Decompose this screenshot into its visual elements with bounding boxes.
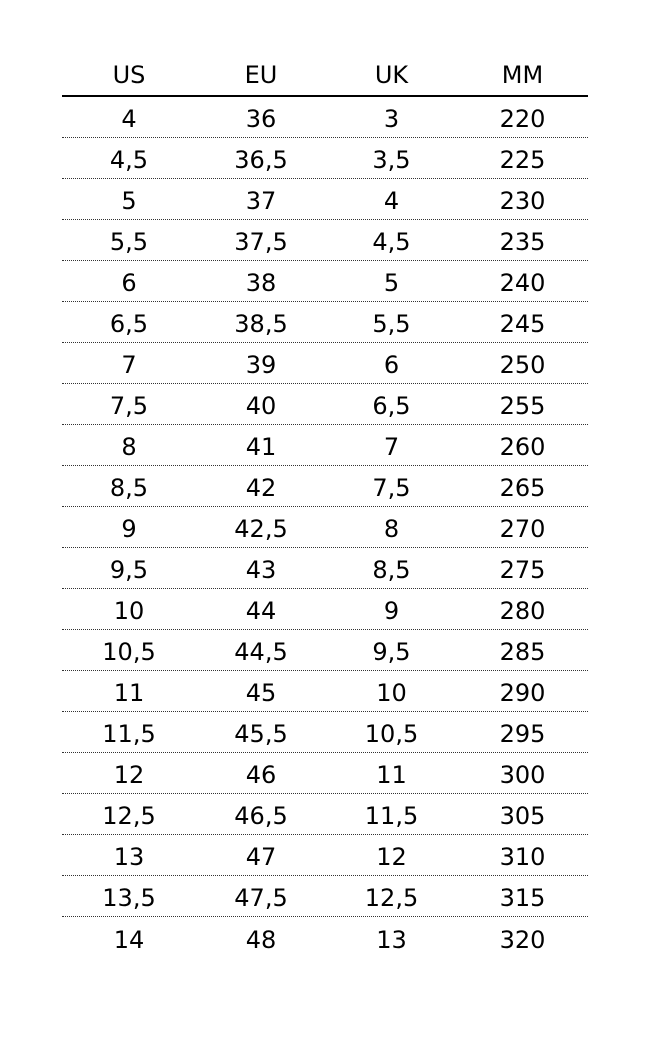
table-row <box>62 835 588 876</box>
cell-us: 11 <box>113 679 145 707</box>
cell-us: 13 <box>113 843 145 871</box>
cell-uk: 8,5 <box>372 556 411 584</box>
table-row <box>62 712 588 753</box>
cell-mm: 265 <box>499 474 546 502</box>
cell-uk: 11 <box>376 761 407 789</box>
cell-us: 8 <box>121 433 137 461</box>
cell-mm: 255 <box>499 392 546 420</box>
cell-mm: 260 <box>499 433 546 461</box>
cell-uk: 12 <box>376 843 407 871</box>
table-row <box>62 425 588 466</box>
cell-mm: 275 <box>499 556 546 584</box>
cell-eu: 36 <box>245 105 277 133</box>
cell-mm: 285 <box>499 638 546 666</box>
header-eu: EU <box>244 61 278 89</box>
cell-uk: 11,5 <box>364 802 419 830</box>
cell-us: 11,5 <box>102 720 156 748</box>
cell-eu: 39 <box>245 351 277 379</box>
table-row <box>62 753 588 794</box>
cell-mm: 240 <box>499 269 546 297</box>
cell-us: 9 <box>121 515 137 543</box>
cell-uk: 7 <box>383 433 400 461</box>
cell-eu: 47 <box>245 843 277 871</box>
cell-mm: 305 <box>499 802 546 830</box>
cell-mm: 295 <box>499 720 546 748</box>
table-row <box>62 794 588 835</box>
cell-eu: 45 <box>245 679 277 707</box>
table-row <box>62 302 588 343</box>
cell-mm: 315 <box>499 884 546 912</box>
cell-us: 9,5 <box>109 556 149 584</box>
cell-eu: 46,5 <box>234 802 288 830</box>
cell-uk: 9,5 <box>372 638 411 666</box>
cell-eu: 46 <box>245 761 277 789</box>
cell-eu: 37,5 <box>234 228 288 256</box>
cell-uk: 4 <box>383 187 400 215</box>
table-row <box>62 876 588 917</box>
cell-us: 4 <box>121 105 137 133</box>
cell-us: 12,5 <box>102 802 156 830</box>
cell-eu: 36,5 <box>234 146 288 174</box>
cell-mm: 310 <box>499 843 546 871</box>
cell-uk: 13 <box>376 925 407 954</box>
table-row <box>62 384 588 425</box>
cell-uk: 10 <box>376 679 407 707</box>
cell-uk: 7,5 <box>372 474 411 502</box>
cell-mm: 280 <box>499 597 546 625</box>
cell-mm: 245 <box>499 310 546 338</box>
cell-us: 7,5 <box>109 392 149 420</box>
cell-mm: 230 <box>499 187 546 215</box>
cell-uk: 6 <box>383 351 400 379</box>
cell-us: 10 <box>113 597 145 625</box>
cell-eu: 37 <box>245 187 277 215</box>
table-row <box>62 138 588 179</box>
cell-eu: 45,5 <box>234 720 288 748</box>
cell-eu: 38 <box>245 269 277 297</box>
table-row <box>62 917 588 958</box>
header-uk: UK <box>374 61 409 89</box>
cell-mm: 225 <box>499 146 546 174</box>
cell-uk: 3,5 <box>372 146 411 174</box>
cell-eu: 47,5 <box>234 884 288 912</box>
table-row <box>62 507 588 548</box>
cell-us: 7 <box>121 351 137 379</box>
cell-uk: 8 <box>383 515 400 543</box>
cell-eu: 44,5 <box>234 638 288 666</box>
cell-us: 6,5 <box>109 310 149 338</box>
cell-eu: 41 <box>245 433 277 461</box>
table-row <box>62 261 588 302</box>
cell-us: 12 <box>113 761 145 789</box>
cell-uk: 9 <box>383 597 400 625</box>
cell-mm: 270 <box>499 515 546 543</box>
table-row <box>62 630 588 671</box>
table-row <box>62 671 588 712</box>
cell-us: 14 <box>113 925 145 954</box>
cell-uk: 12,5 <box>364 884 419 912</box>
cell-eu: 40 <box>245 392 277 420</box>
cell-eu: 48 <box>245 925 277 954</box>
table-row <box>62 466 588 507</box>
cell-uk: 6,5 <box>372 392 411 420</box>
cell-mm: 250 <box>499 351 546 379</box>
cell-uk: 3 <box>383 105 400 133</box>
cell-mm: 300 <box>499 761 546 789</box>
table-row <box>62 97 588 138</box>
cell-us: 4,5 <box>109 146 149 174</box>
cell-eu: 44 <box>245 597 277 625</box>
table-row <box>62 179 588 220</box>
cell-eu: 42,5 <box>234 515 288 543</box>
cell-us: 8,5 <box>109 474 149 502</box>
cell-us: 13,5 <box>102 884 156 912</box>
table-row <box>62 220 588 261</box>
table-header-row <box>62 55 588 97</box>
shoe-size-table <box>62 55 588 958</box>
cell-us: 5 <box>121 187 137 215</box>
cell-us: 6 <box>121 269 137 297</box>
cell-eu: 38,5 <box>234 310 288 338</box>
cell-us: 5,5 <box>109 228 149 256</box>
header-mm: MM <box>501 61 544 89</box>
cell-mm: 320 <box>499 925 546 954</box>
cell-uk: 10,5 <box>364 720 419 748</box>
cell-us: 10,5 <box>102 638 156 666</box>
table-body <box>62 97 588 958</box>
table-row <box>62 548 588 589</box>
cell-mm: 290 <box>499 679 546 707</box>
cell-uk: 5,5 <box>372 310 411 338</box>
cell-mm: 220 <box>499 105 546 133</box>
cell-uk: 5 <box>383 269 400 297</box>
header-us: US <box>112 61 146 89</box>
cell-eu: 43 <box>245 556 277 584</box>
cell-mm: 235 <box>499 228 546 256</box>
cell-uk: 4,5 <box>372 228 411 256</box>
cell-eu: 42 <box>245 474 277 502</box>
table-row <box>62 343 588 384</box>
table-row <box>62 589 588 630</box>
